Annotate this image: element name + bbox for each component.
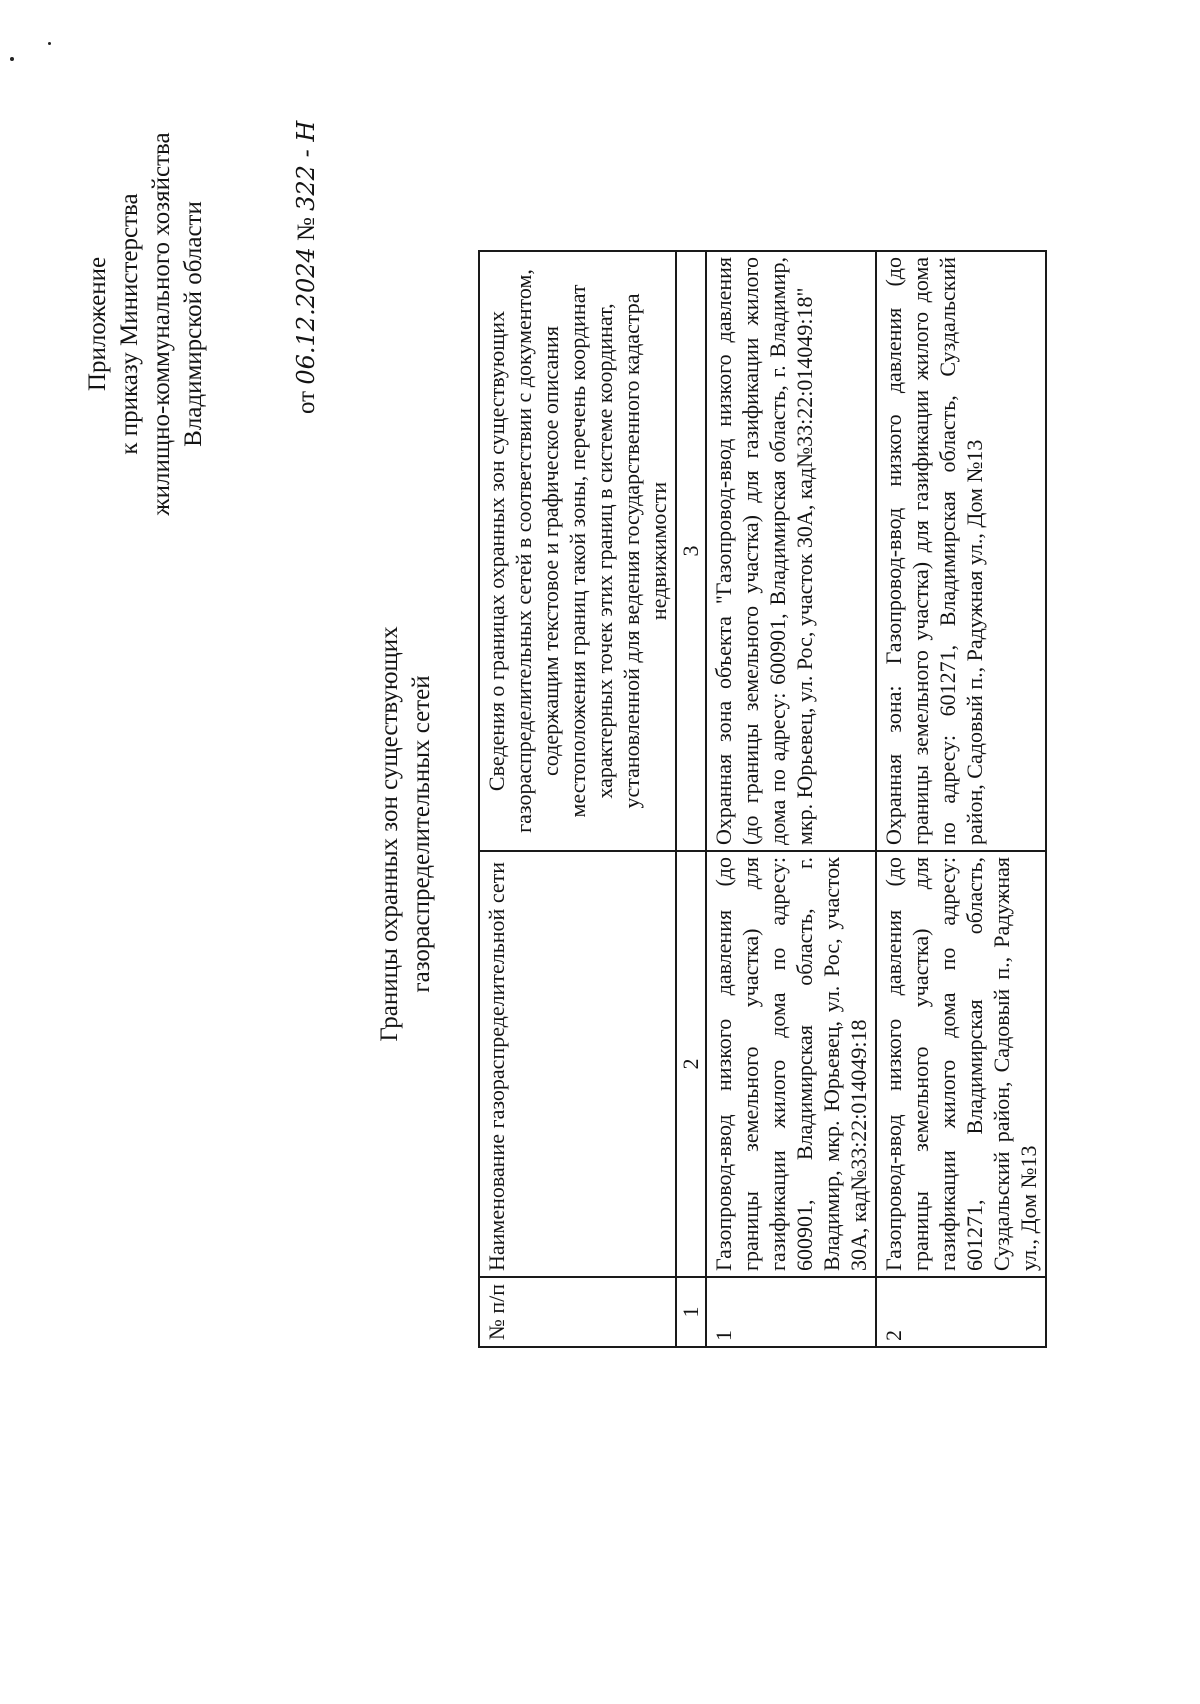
order-prefix: от (293, 390, 320, 414)
appendix-header (82, 84, 210, 564)
row-number: 1 (706, 1277, 876, 1347)
table-row (706, 251, 876, 1347)
order-date: 06.12.2024 (292, 247, 320, 385)
network-name-cell: Газопровод-ввод низкого давления (до границы земельного участка) для газификации жилого дома по адресу: 601271, Владимирская область, Суздальский район, Садовый п., Радужная ул., Дом №13 (876, 851, 1046, 1277)
title-line: газораспределительных сетей (408, 675, 435, 993)
column-number: 1 (676, 1277, 706, 1347)
zone-info-cell: Охранная зона объекта "Газопровод-ввод низкого давления (до границы земельного участка) для газификации жилого дома по адресу: 600901, Владимирская область, г. Владимир, мкр. Юрьевец, ул. Рос, участок 30А, кад№33:22:014049:18" (706, 251, 876, 851)
zones-table (478, 250, 1047, 1348)
header-zone-info: Сведения о границах охранных зон существующих газораспределительных сетей в соответствии с документом, содержащим текстовое и графическое описания местоположения границ такой зоны, перечень координат характерных точек этих границ в системе координат, установленной для ведения государственного кадастра недвижимости (479, 251, 676, 851)
zone-info-cell: Охранная зона: Газопровод-ввод низкого давления (до границы земельного участка) для газификации жилого дома по адресу: 601271, Владимирская область, Суздальский район, Садовый п., Радужная ул., Дом №13 (876, 251, 1046, 851)
appendix-line: Владимирской области (180, 201, 207, 447)
appendix-line: жилищно-коммунального хозяйства (148, 132, 175, 516)
order-reference (292, 84, 321, 414)
column-number: 3 (676, 251, 706, 851)
column-number: 2 (676, 851, 706, 1277)
title-line: Границы охранных зон существующих (376, 626, 403, 1042)
row-number: 2 (876, 1277, 1046, 1347)
document-title (374, 484, 438, 1184)
table-header-row (479, 251, 676, 1347)
order-number: 322 - Н (292, 120, 320, 211)
header-number: № п/п (479, 1277, 676, 1347)
appendix-line: к приказу Министерства (116, 193, 143, 455)
header-network-name: Наименование газораспределительной сети (479, 851, 676, 1277)
column-number-row (676, 251, 706, 1347)
network-name-cell: Газопровод-ввод низкого давления (до границы земельного участка) для газификации жилого дома по адресу: 600901, Владимирская область, г. Владимир, мкр. Юрьевец, ул. Рос, участок 30А, кад№33:22:014049:18 (706, 851, 876, 1277)
appendix-line: Приложение (84, 256, 111, 392)
table-row (876, 251, 1046, 1347)
order-number-label: № (293, 217, 320, 241)
